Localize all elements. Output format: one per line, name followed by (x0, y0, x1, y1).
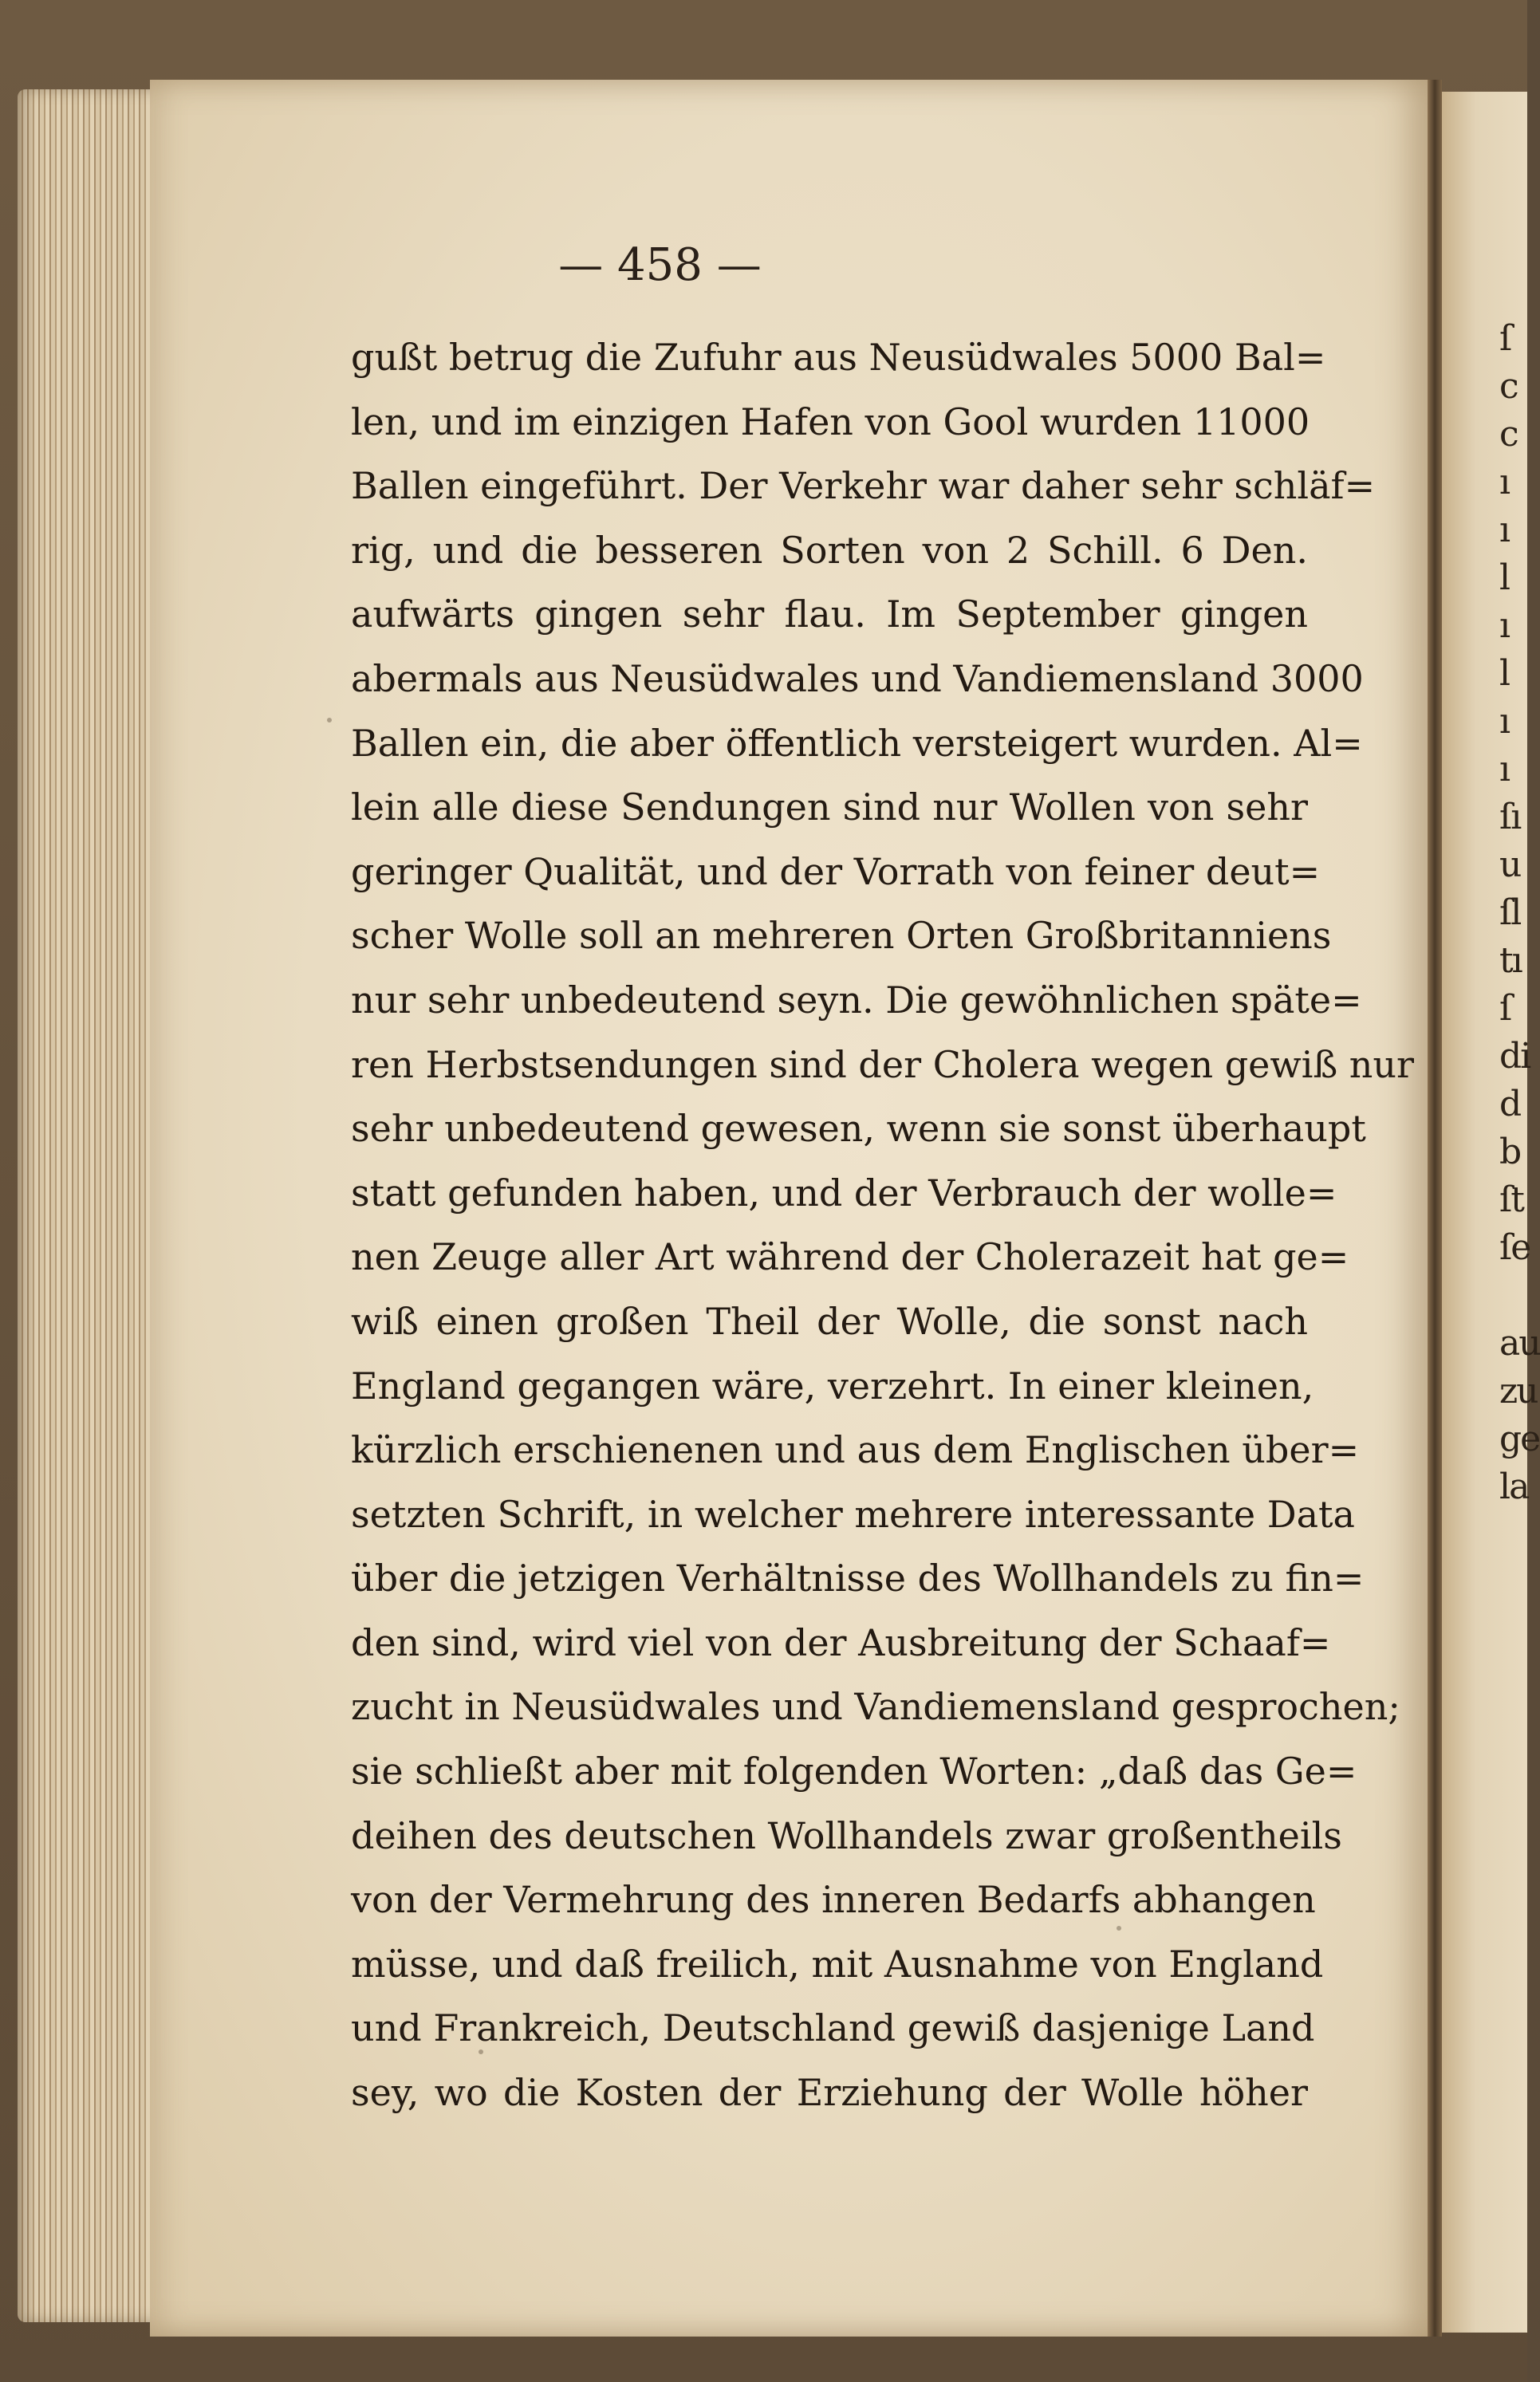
next-page-fragment: ſe (1499, 1227, 1530, 1268)
next-page-fragment: ſl (1499, 892, 1521, 933)
text-line: Ballen ein, die aber öffentlich versteigert wurden. Al= (351, 721, 1363, 765)
text-line: len, und im einzigen Hafen von Gool wurden 11000 (351, 400, 1310, 443)
text-line: wiß einen großen Theil der Wolle, die sonst nach (351, 1299, 1308, 1343)
text-line: setzten Schrift, in welcher mehrere interessante Data (351, 1492, 1355, 1536)
next-page-fragment: b (1499, 1132, 1521, 1172)
next-page-fragment: d (1499, 1084, 1521, 1124)
text-line: nen Zeuge aller Art während der Cholerazeit hat ge= (351, 1235, 1349, 1279)
next-page-fragment: ı (1499, 605, 1510, 646)
text-line: von der Vermehrung des inneren Bedarfs abhangen (351, 1878, 1316, 1922)
text-line: rig, und die besseren Sorten von 2 Schill. 6 Den. (351, 528, 1308, 572)
text-line: gußt betrug die Zufuhr aus Neusüdwales 5000 Bal= (351, 336, 1326, 379)
next-page-text-fragments (1499, 315, 1540, 1511)
page-number: — 458 — (558, 239, 762, 291)
next-page-fragment: ı (1499, 510, 1510, 550)
next-page-fragment: di (1499, 1036, 1530, 1077)
next-page-fragment: ſ (1499, 318, 1511, 359)
text-line: Ballen eingeführt. Der Verkehr war daher sehr schläf= (351, 464, 1376, 508)
next-page-fragment: c (1499, 366, 1518, 407)
book-gutter (1428, 80, 1442, 2337)
text-line: sie schließt aber mit folgenden Worten: „daß das Ge= (351, 1750, 1357, 1793)
text-line: lein alle diese Sendungen sind nur Wollen von sehr (351, 785, 1308, 829)
next-page-fragment: u (1499, 845, 1521, 885)
text-line: ren Herbstsendungen sind der Cholera wegen gewiß nur (351, 1042, 1415, 1086)
text-line: scher Wolle soll an mehreren Orten Großbritanniens (351, 914, 1332, 958)
text-line: geringer Qualität, und der Vorrath von feiner deut= (351, 849, 1321, 893)
next-page-fragment: l (1499, 653, 1510, 694)
text-line: deihen des deutschen Wollhandels zwar großentheils (351, 1813, 1342, 1857)
next-page-fragment: la (1499, 1467, 1529, 1507)
next-page-fragment: tı (1499, 940, 1522, 981)
paper-speck (479, 2049, 483, 2054)
next-page-fragment: ſt (1499, 1179, 1523, 1220)
next-page-fragment: c (1499, 414, 1518, 455)
page-edges (18, 89, 169, 2322)
next-page-fragment: ſı (1499, 797, 1521, 837)
text-line: statt gefunden haben, und der Verbrauch der wolle= (351, 1171, 1337, 1215)
text-line: über die jetzigen Verhältnisse des Wollhandels zu fin= (351, 1557, 1365, 1600)
paper-speck (1117, 1926, 1121, 1931)
next-page-fragment: l (1499, 557, 1510, 598)
text-line: kürzlich erschienenen und aus dem Englischen über= (351, 1428, 1360, 1472)
next-page-fragment: ſ (1499, 988, 1511, 1029)
paper-speck (327, 718, 332, 722)
text-line: abermals aus Neusüdwales und Vandiemensland 3000 (351, 656, 1364, 700)
next-page-fragment: ı (1499, 462, 1510, 502)
text-line: sey, wo die Kosten der Erziehung der Wolle höher (351, 2071, 1308, 2115)
next-page-fragment: zu (1499, 1371, 1538, 1411)
next-page-fragment: au (1499, 1323, 1540, 1364)
next-page-fragment: ı (1499, 749, 1510, 789)
text-line: nur sehr unbedeutend seyn. Die gewöhnlichen späte= (351, 978, 1362, 1022)
text-line: und Frankreich, Deutschland gewiß dasjenige Land (351, 2006, 1315, 2050)
next-page-fragment: ı (1499, 701, 1510, 742)
text-line: sehr unbedeutend gewesen, wenn sie sonst überhaupt (351, 1107, 1366, 1151)
next-page-fragment (1499, 1272, 1527, 1320)
text-line: zucht in Neusüdwales und Vandiemensland gesprochen; (351, 1685, 1400, 1729)
text-line: aufwärts gingen sehr flau. Im September gingen (351, 593, 1308, 636)
next-page-fragment: ge (1499, 1419, 1540, 1459)
body-text (351, 325, 1415, 2125)
text-line: England gegangen wäre, verzehrt. In einer kleinen, (351, 1364, 1314, 1408)
text-line: den sind, wird viel von der Ausbreitung der Schaaf= (351, 1620, 1331, 1664)
text-line: müsse, und daß freilich, mit Ausnahme von England (351, 1942, 1324, 1986)
